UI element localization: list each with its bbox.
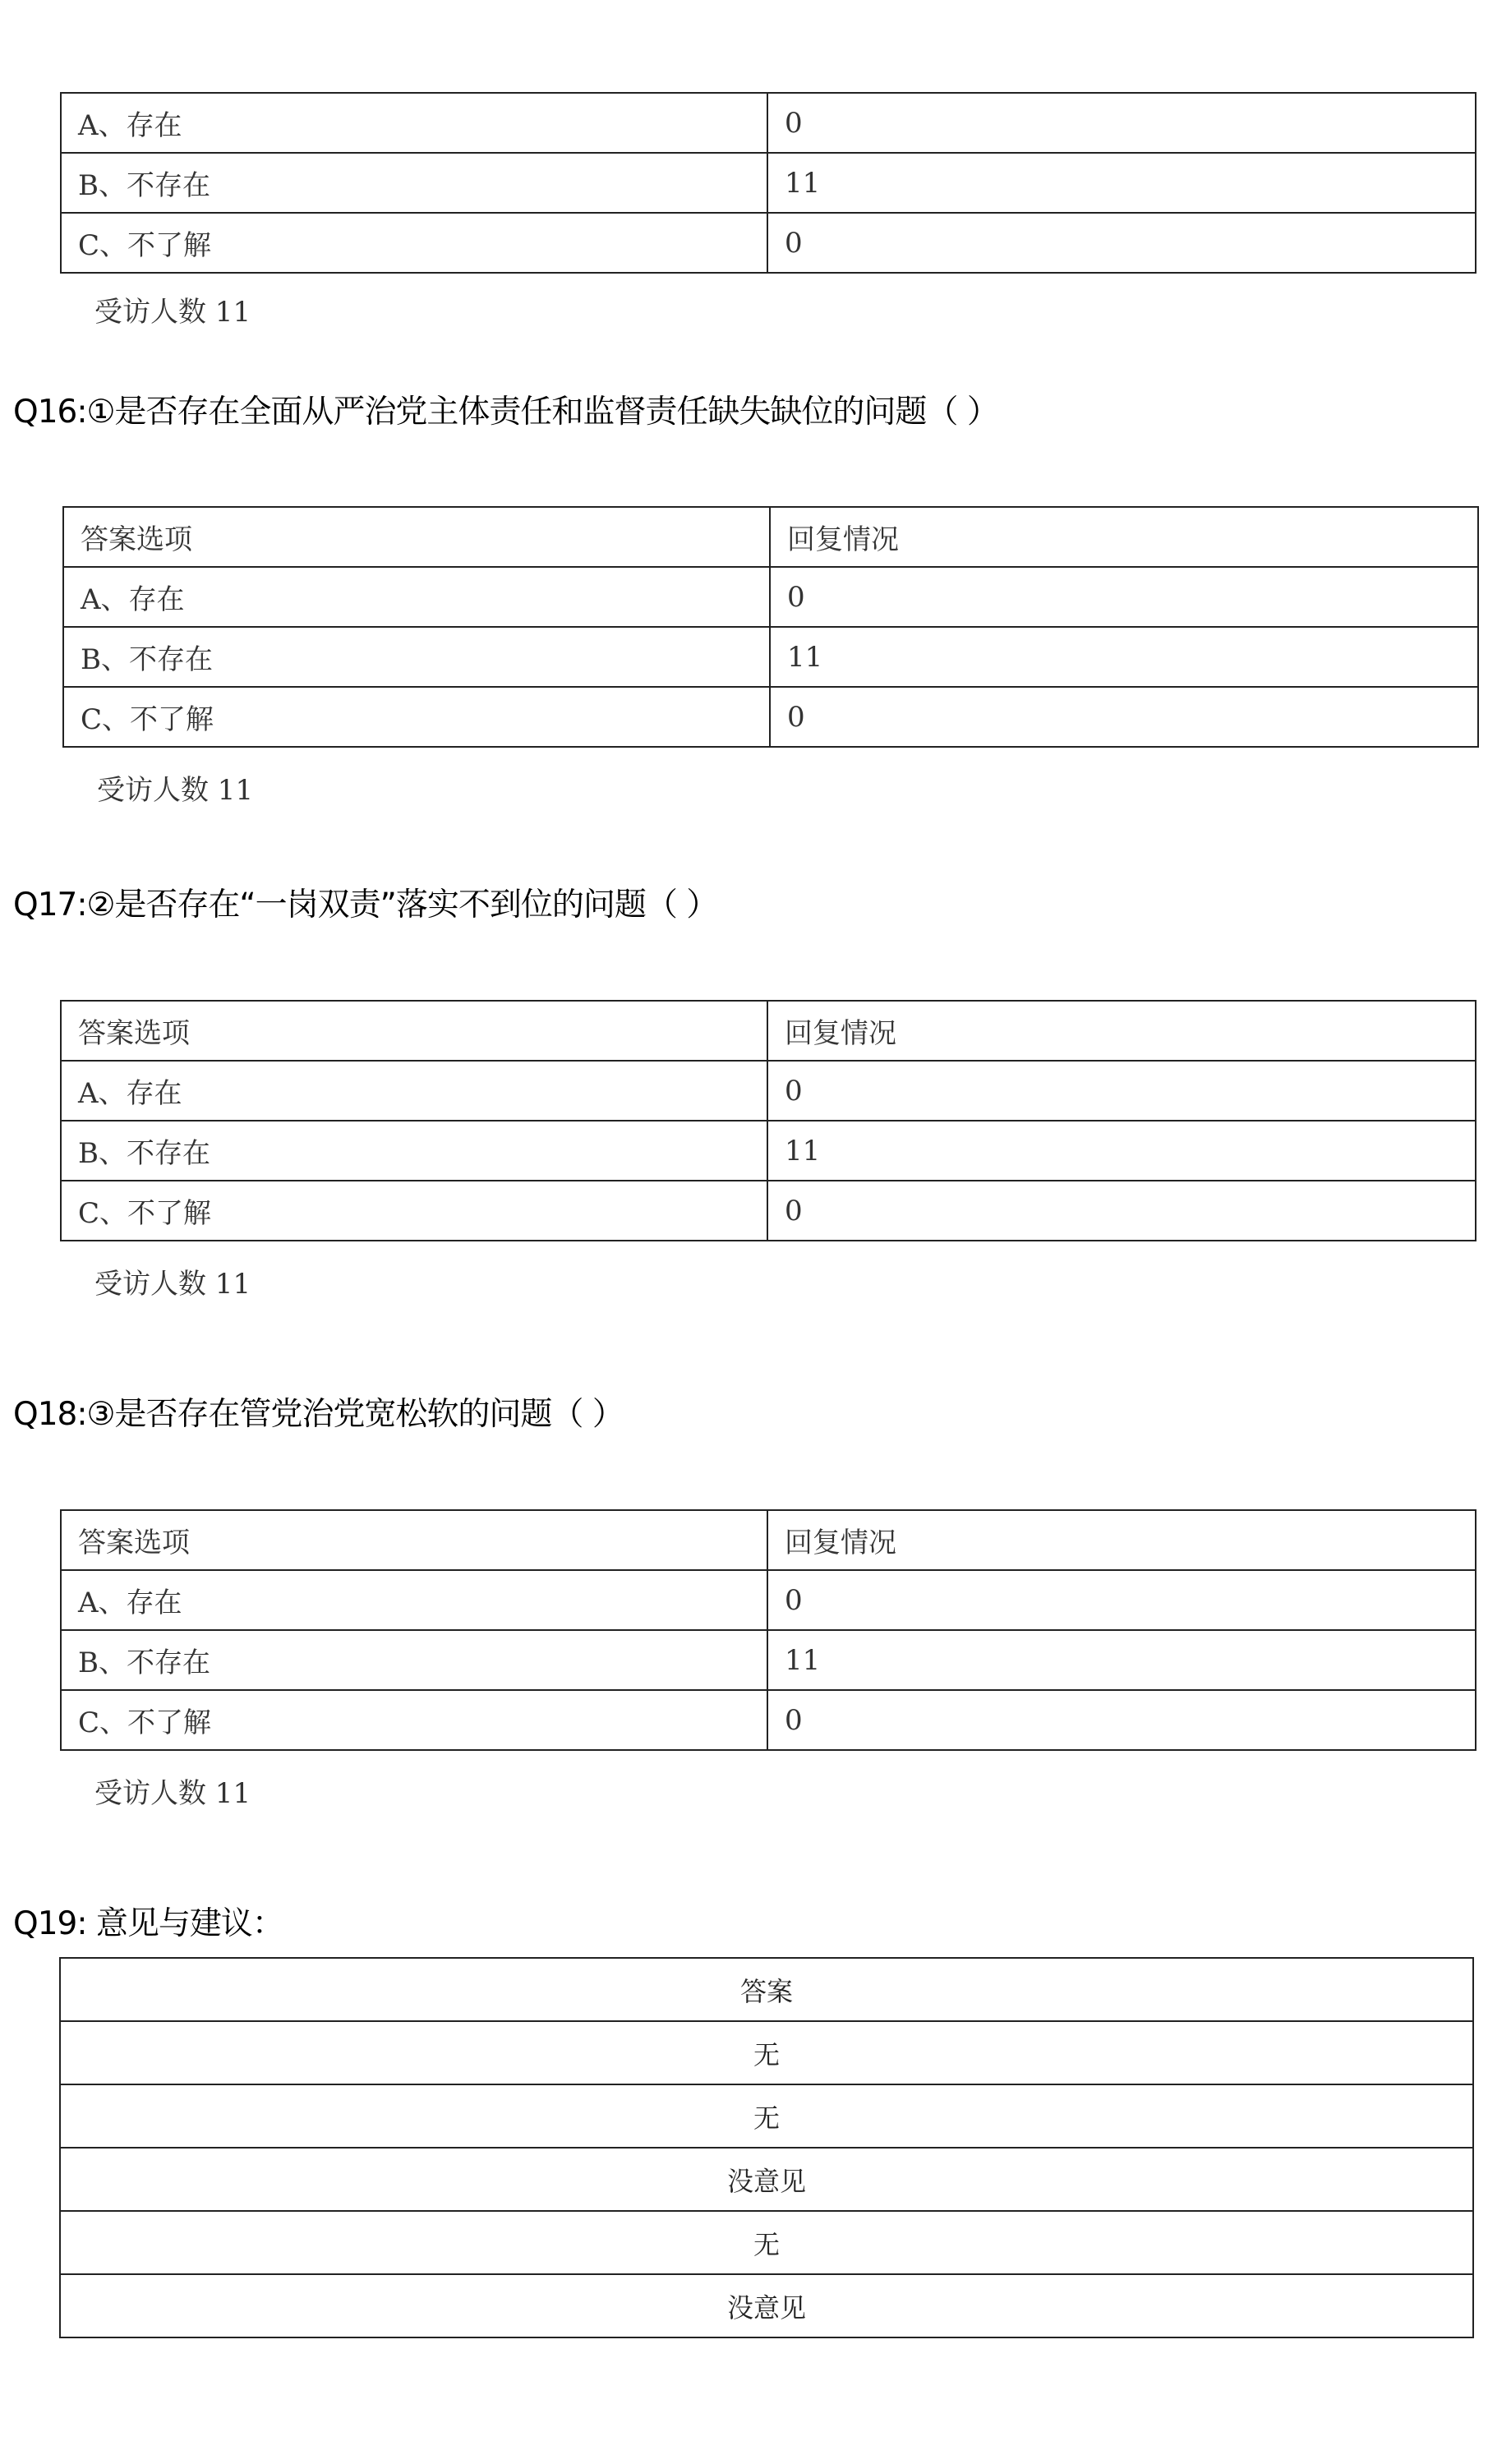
table-row: [63, 687, 1478, 747]
table-header-row: [61, 1001, 1476, 1061]
value-cell: 0: [770, 687, 1478, 747]
table-row: [60, 2021, 1473, 2084]
table-row: [61, 1181, 1476, 1241]
table-row: [61, 1121, 1476, 1181]
q19-answers-table: [59, 1957, 1474, 2338]
table-header-row: [63, 507, 1478, 567]
table-header-row: [60, 1958, 1473, 2021]
header-option: 答案选项: [61, 1510, 767, 1570]
answer-cell: 无: [60, 2021, 1473, 2084]
table-row: [61, 213, 1476, 273]
option-cell: C、不了解: [61, 213, 767, 273]
option-cell: A、存在: [63, 567, 770, 627]
option-cell: B、不存在: [63, 627, 770, 687]
table-row: [60, 2211, 1473, 2274]
value-cell: 0: [767, 213, 1476, 273]
value-cell: 0: [767, 1181, 1476, 1241]
value-cell: 11: [767, 1630, 1476, 1690]
option-cell: C、不了解: [63, 687, 770, 747]
table-row: [61, 1061, 1476, 1121]
q18-results-table: [60, 1509, 1476, 1751]
q17-results-table: [60, 1000, 1476, 1241]
value-cell: 0: [770, 567, 1478, 627]
header-option: 答案选项: [63, 507, 770, 567]
value-cell: 11: [767, 153, 1476, 213]
answer-cell: 无: [60, 2211, 1473, 2274]
table-row: [61, 1690, 1476, 1750]
value-cell: 0: [767, 1061, 1476, 1121]
option-cell: A、存在: [61, 93, 767, 153]
option-cell: C、不了解: [61, 1690, 767, 1750]
respondent-count: 受访人数 11: [94, 296, 251, 329]
value-cell: 0: [767, 1690, 1476, 1750]
question-title: Q16:①是否存在全面从严治党主体责任和监督责任缺失缺位的问题（ ）: [13, 394, 998, 431]
header-value: 回复情况: [767, 1001, 1476, 1061]
answer-cell: 没意见: [60, 2148, 1473, 2211]
answers-header: 答案: [60, 1958, 1473, 2021]
answer-cell: 无: [60, 2084, 1473, 2148]
value-cell: 11: [767, 1121, 1476, 1181]
table-header-row: [61, 1510, 1476, 1570]
option-cell: B、不存在: [61, 1121, 767, 1181]
respondent-count: 受访人数 11: [94, 1777, 251, 1810]
option-cell: B、不存在: [61, 1630, 767, 1690]
option-cell: C、不了解: [61, 1181, 767, 1241]
table-row: [63, 627, 1478, 687]
answer-cell: 没意见: [60, 2274, 1473, 2337]
option-cell: B、不存在: [61, 153, 767, 213]
table-row: [61, 1570, 1476, 1630]
header-value: 回复情况: [767, 1510, 1476, 1570]
value-cell: 0: [767, 93, 1476, 153]
respondent-count: 受访人数 11: [97, 774, 254, 807]
q15-results-table: [60, 92, 1476, 274]
option-cell: A、存在: [61, 1570, 767, 1630]
table-row: [60, 2084, 1473, 2148]
q16-results-table: [62, 506, 1479, 748]
respondent-count: 受访人数 11: [94, 1268, 251, 1301]
header-value: 回复情况: [770, 507, 1478, 567]
table-row: [63, 567, 1478, 627]
table-row: [60, 2148, 1473, 2211]
question-title: Q18:③是否存在管党治党宽松软的问题（ ）: [13, 1396, 624, 1433]
value-cell: 0: [767, 1570, 1476, 1630]
table-row: [61, 1630, 1476, 1690]
header-option: 答案选项: [61, 1001, 767, 1061]
value-cell: 11: [770, 627, 1478, 687]
option-cell: A、存在: [61, 1061, 767, 1121]
table-row: [61, 153, 1476, 213]
table-row: [60, 2274, 1473, 2337]
question-title: Q19: 意见与建议：: [13, 1905, 283, 1942]
table-row: [61, 93, 1476, 153]
question-title: Q17:②是否存在“一岗双责”落实不到位的问题（ ）: [13, 887, 718, 923]
